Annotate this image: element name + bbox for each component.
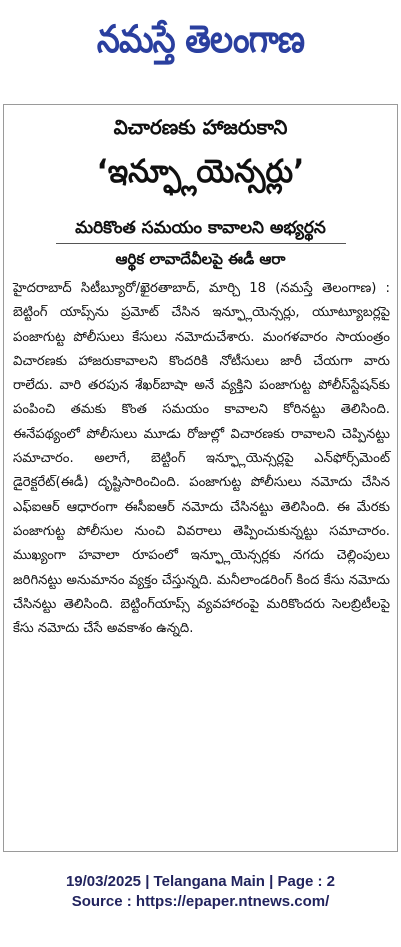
- article-headline: ‘ఇన్ఫ్లూయెన్సర్లు’: [96, 152, 305, 190]
- masthead-title: నమస్తే తెలంగాణ: [96, 17, 305, 61]
- article-deck: మరికొంత సమయం కావాలని అభ్యర్థన: [75, 218, 326, 238]
- divider: [56, 243, 346, 244]
- article-body-text: హైదరాబాద్ సిటీబ్యూరో/ఖైరతాబాద్, మార్చి 18 (నమస్తే తెలంగాణ) : బెట్టింగ్ యాప్స్‌ను ప్రమోట్ చేసిన ఇన్ఫ్లూయెన్సర్లు, యూట్యూబర్లపై పంజాగుట్ట పోలీసులు కేసులు నమోదుచేశారు. మంగళవారం సాయంత్రం విచారణకు హాజరుకావాలని కొందరికి నోటీసులు జారీ చేయగా వారు రాలేదు. వారి తరపున శేఖర్‌బాషా అనే వ్యక్తిని పంజాగుట్ట పోలీస్‌స్టేషన్‌కు పంపించి తమకు కొంత సమయం కావాలని కోరినట్టు తెలిసింది. ఈనేపథ్యంలో పోలీసులు మూడు రోజుల్లో విచారణకు రావాలని చెప్పినట్టు సమాచారం. అలాగే, బెట్టింగ్ ఇన్ఫ్లూయెన్సర్లపై ఎన్‌ఫోర్స్‌మెంట్ డైరెక్టరేట్(ఈడీ) దృష్టిసారించింది. పంజాగుట్ట పోలీసులు నమోదు చేసిన ఎఫ్‌ఐఆర్ ఆధారంగా ఈసీఐఆర్ నమోదు చేసినట్టు తెలిసింది. ఈ మేరకు పంజాగుట్ట పోలీసుల నుంచి వివరాలు తెప్పించుకున్నట్టు సమాచారం. ముఖ్యంగా హవాలా రూపంలో ఇన్ఫ్లూయెన్సర్లకు నగదు చెల్లింపులు జరిగినట్టు అనుమానం వ్యక్తం చేస్తున్నది. మనీలాండరింగ్ కింద కేసు నమోదు చేసినట్టు తెలిసింది. బెట్టింగ్‌యాప్స్ వ్యవహారంపై మరికొందరు సెలబ్రిటీలపై కేసు నమోదు చేసే అవకాశం ఉన్నది.: [13, 281, 390, 637]
- source-footer: [0, 872, 401, 912]
- article-subdeck: ఆర్థిక లావాదేవీలపై ఈడీ ఆరా: [115, 250, 286, 268]
- newspaper-masthead: [0, 0, 401, 92]
- article-kicker: విచారణకు హాజరుకాని: [113, 115, 288, 139]
- footer-source-link[interactable]: Source : https://epaper.ntnews.com/: [71, 893, 330, 910]
- news-article: [3, 104, 398, 852]
- footer-date-edition: 19/03/2025 | Telangana Main | Page : 2: [65, 873, 336, 890]
- article-body: [13, 277, 390, 641]
